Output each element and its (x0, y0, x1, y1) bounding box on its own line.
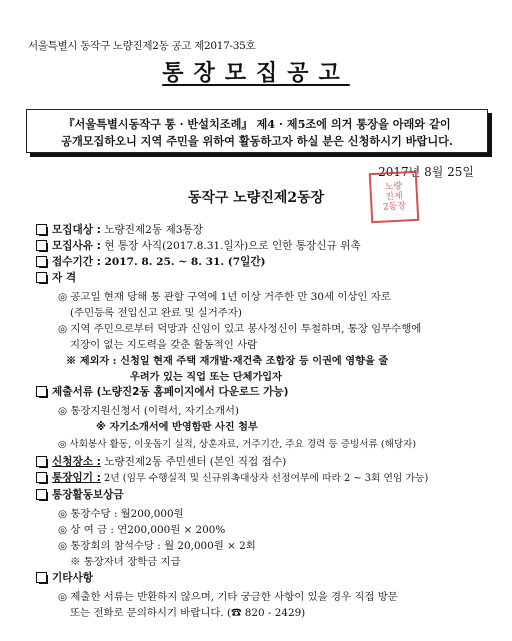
term-value: 2년 (임무 수행실적 및 신규위촉대상자 선정여부에 따라 2 ~ 3회 연임 가능) (100, 473, 429, 484)
section-documents (52, 384, 288, 399)
checkbox-icon (36, 472, 47, 483)
document-code: 서울특별시 동작구 노량진제2동 공고 제2017-35호 (28, 40, 256, 52)
period-label: 접수기간 : (52, 256, 101, 268)
qualification-1a: ◎ 공고일 현재 당해 통 관할 구역에 1년 이상 거주한 만 30세 이상인 자로 (58, 291, 391, 303)
etc-label: 기타사항 (52, 572, 93, 584)
checkbox-icon (36, 386, 47, 397)
checkbox-icon (36, 256, 47, 267)
period-value: 2017. 8. 25. ~ 8. 31. (7일간) (100, 256, 266, 268)
notice-date: 2017년 8월 25일 (378, 165, 474, 179)
checkbox-icon (36, 272, 47, 283)
section-period (52, 254, 266, 269)
seal-text-2: 진제 (385, 191, 403, 203)
page-title: 통장모집공고 (162, 60, 350, 86)
intro-line-2: 공개모집하오니 지역 주민을 위하여 활동하고자 하실 분은 신청하시기 바랍니다. (61, 134, 453, 148)
checkbox-icon (36, 489, 47, 500)
compensation-1: ◎ 통장수당 : 월200,000원 (58, 508, 184, 520)
qualification-exclusion-a: ※ 제외자 : 신청일 현재 주택 재개발·재건축 조합장 등 이권에 영향을 줄 (66, 355, 389, 367)
target-label: 모집대상 : (52, 224, 101, 236)
place-value: 노량진제2동 주민센터 (본인 직접 접수) (100, 456, 287, 468)
official-seal (369, 171, 420, 223)
checkbox-icon (36, 456, 47, 467)
section-place (52, 454, 286, 469)
intro-box (26, 109, 488, 153)
intro-line-1: 『서울특별시동작구 통 · 반설치조례』 제4 · 제5조에 의거 통장을 아래와 같이 (63, 117, 451, 131)
section-qualification (52, 270, 76, 285)
compensation-note: ※ 통장자녀 장학금 지급 (70, 556, 181, 568)
seal-text-3: 2동장 (382, 201, 407, 213)
qualification-exclusion-b: 우려가 있는 직업 또는 단체가입자 (130, 371, 282, 383)
place-label: 신청장소 : (52, 456, 101, 468)
section-reason (52, 238, 361, 253)
documents-label: 제출서류 (52, 386, 93, 398)
etc-1a: ◎ 제출한 서류는 반환하지 않으며, 기타 궁금한 사항이 있을 경우 직접 방문 (58, 591, 398, 603)
compensation-label: 통장활동보상금 (52, 489, 124, 501)
qualification-1b: (주민등록 전입신고 완료 및 실거주자) (70, 307, 242, 319)
term-label: 통장임기 : (52, 472, 101, 484)
checkbox-icon (36, 224, 47, 235)
target-value: 노량진제2동 제3통장 (100, 224, 203, 236)
organization-name: 동작구 노량진제2동장 (187, 190, 325, 206)
etc-1b: 또는 전화로 문의하시기 바랍니다. (☎ 820 - 2429) (70, 607, 306, 619)
checkbox-icon (36, 572, 47, 583)
checkbox-icon (36, 240, 47, 251)
documents-1: ◎ 통장지원신청서 (이력서, 자기소개서) (58, 405, 239, 417)
compensation-2: ◎ 상 여 금 : 연200,000원 × 200% (58, 524, 226, 536)
documents-1-note: ※ 자기소개서에 반영함판 사진 첨부 (96, 422, 258, 433)
section-term (52, 470, 428, 485)
documents-2: ◎ 사회봉사 활동, 이웃돕기 실적, 상훈자료, 거주기간, 주요 경력 등 증빙서류 (해당자) (58, 439, 417, 450)
section-compensation (52, 487, 124, 502)
compensation-3: ◎ 통장회의 참석수당 : 월 20,000원 × 2회 (58, 540, 256, 552)
section-target (52, 222, 203, 237)
documents-value: (노량진2동 홈페이지에서 다운로드 가능) (92, 386, 289, 398)
section-etc (52, 570, 93, 585)
reason-label: 모집사유 : (52, 240, 101, 252)
qualification-2a: ◎ 지역 주민으로부터 덕망과 신임이 있고 봉사정신이 투철하며, 통장 임무수행에 (58, 323, 422, 335)
qualification-label: 자 격 (52, 272, 77, 284)
reason-value: 현 통장 사직(2017.8.31.일자)으로 인한 통장신규 위촉 (100, 240, 361, 252)
seal-text-1: 노량 (384, 181, 403, 193)
qualification-2b: 지장이 없는 지도력을 갖춘 활동적인 사람 (70, 339, 258, 351)
